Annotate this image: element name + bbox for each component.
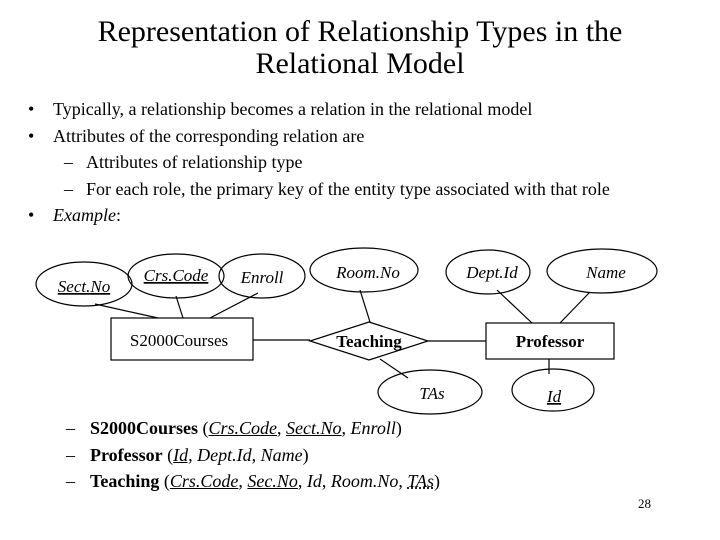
title-line-2: Relational Model: [255, 47, 465, 80]
title-line-1: Representation of Relationship Types in the: [97, 15, 623, 48]
bullet-dot: •: [28, 125, 35, 146]
schema-name: S2000Courses: [90, 418, 199, 438]
attr-label-tas: TAs: [419, 384, 445, 403]
page-number: 28: [638, 496, 651, 511]
edge-sectno-courses: [95, 304, 158, 318]
bullet-text: Attributes of the corresponding relation are: [53, 125, 365, 146]
attr-label-id: Id: [546, 387, 562, 406]
sub-bullet-text: For each role, the primary key of the entity type associated with that role: [86, 178, 610, 199]
edge-deptid-professor: [497, 290, 532, 323]
attr-label-crscode: Crs.Code: [143, 266, 209, 285]
attr-label-name: Name: [586, 263, 626, 282]
entity-label-professor: Professor: [515, 332, 585, 351]
schema-attr: Id,: [173, 444, 193, 465]
edge-crscode-courses: [176, 296, 183, 318]
relationship-label-teaching: Teaching: [336, 332, 402, 351]
schema-comma: ,: [321, 471, 331, 491]
schema-name: Teaching: [90, 471, 160, 491]
schema-comma: ,: [341, 418, 351, 438]
schema-open: (: [198, 418, 209, 438]
attr-label-deptid: Dept.Id: [466, 263, 518, 282]
schema-row-professor: [66, 442, 440, 469]
edge-teaching-tas: [380, 359, 408, 378]
attr-label-sectno: Sect.No: [57, 277, 111, 296]
entity-label-courses: S2000Courses: [129, 331, 229, 350]
schema-comma: ,: [398, 471, 408, 491]
schema-dash: –: [66, 471, 75, 491]
schema-attr: Crs.Code: [208, 418, 278, 438]
schema-comma: ,: [277, 418, 287, 438]
schema-attr: Dept.Id: [197, 444, 252, 465]
schema-attr: Enroll: [350, 418, 396, 438]
schema-attr: Room.No: [330, 471, 399, 491]
sub-bullet-dash: –: [64, 178, 73, 199]
schema-attr: Crs.Code: [169, 471, 239, 491]
schema-attr: TAs: [407, 471, 435, 491]
attr-label-roomno: Room.No: [336, 263, 400, 282]
schema-close: ): [302, 444, 309, 465]
schema-open: (: [162, 444, 174, 465]
edge-name-professor: [560, 292, 590, 323]
schema-comma: ,: [297, 471, 307, 491]
schema-list: [66, 415, 440, 495]
schema-name: Professor: [90, 444, 163, 465]
schema-dash: –: [66, 444, 75, 465]
schema-row-teaching: [66, 468, 440, 495]
schema-close: ): [395, 418, 402, 438]
sub-bullet-dash: –: [64, 152, 73, 172]
schema-attr: Name: [260, 444, 303, 465]
schema-dash: –: [66, 418, 75, 438]
example-colon: :: [115, 205, 121, 225]
bullet-text: Typically, a relationship becomes a relation in the relational model: [53, 99, 533, 119]
bullet-dot: •: [28, 99, 35, 119]
schema-close: ): [434, 471, 441, 491]
schema-comma: ,: [238, 471, 248, 491]
schema-row-courses: [66, 415, 440, 442]
schema-attr: Sec.No: [247, 471, 298, 491]
schema-attr: Sect.No: [286, 418, 342, 438]
schema-open: (: [159, 471, 170, 491]
schema-comma: ,: [251, 444, 261, 465]
attr-label-enroll: Enroll: [240, 268, 284, 287]
edge-roomno-teaching: [360, 290, 370, 322]
schema-attr: Id: [306, 471, 322, 491]
sub-bullet-text: Attributes of relationship type: [86, 152, 303, 172]
bullet-dot: •: [28, 205, 35, 225]
example-label: Example: [53, 205, 116, 225]
